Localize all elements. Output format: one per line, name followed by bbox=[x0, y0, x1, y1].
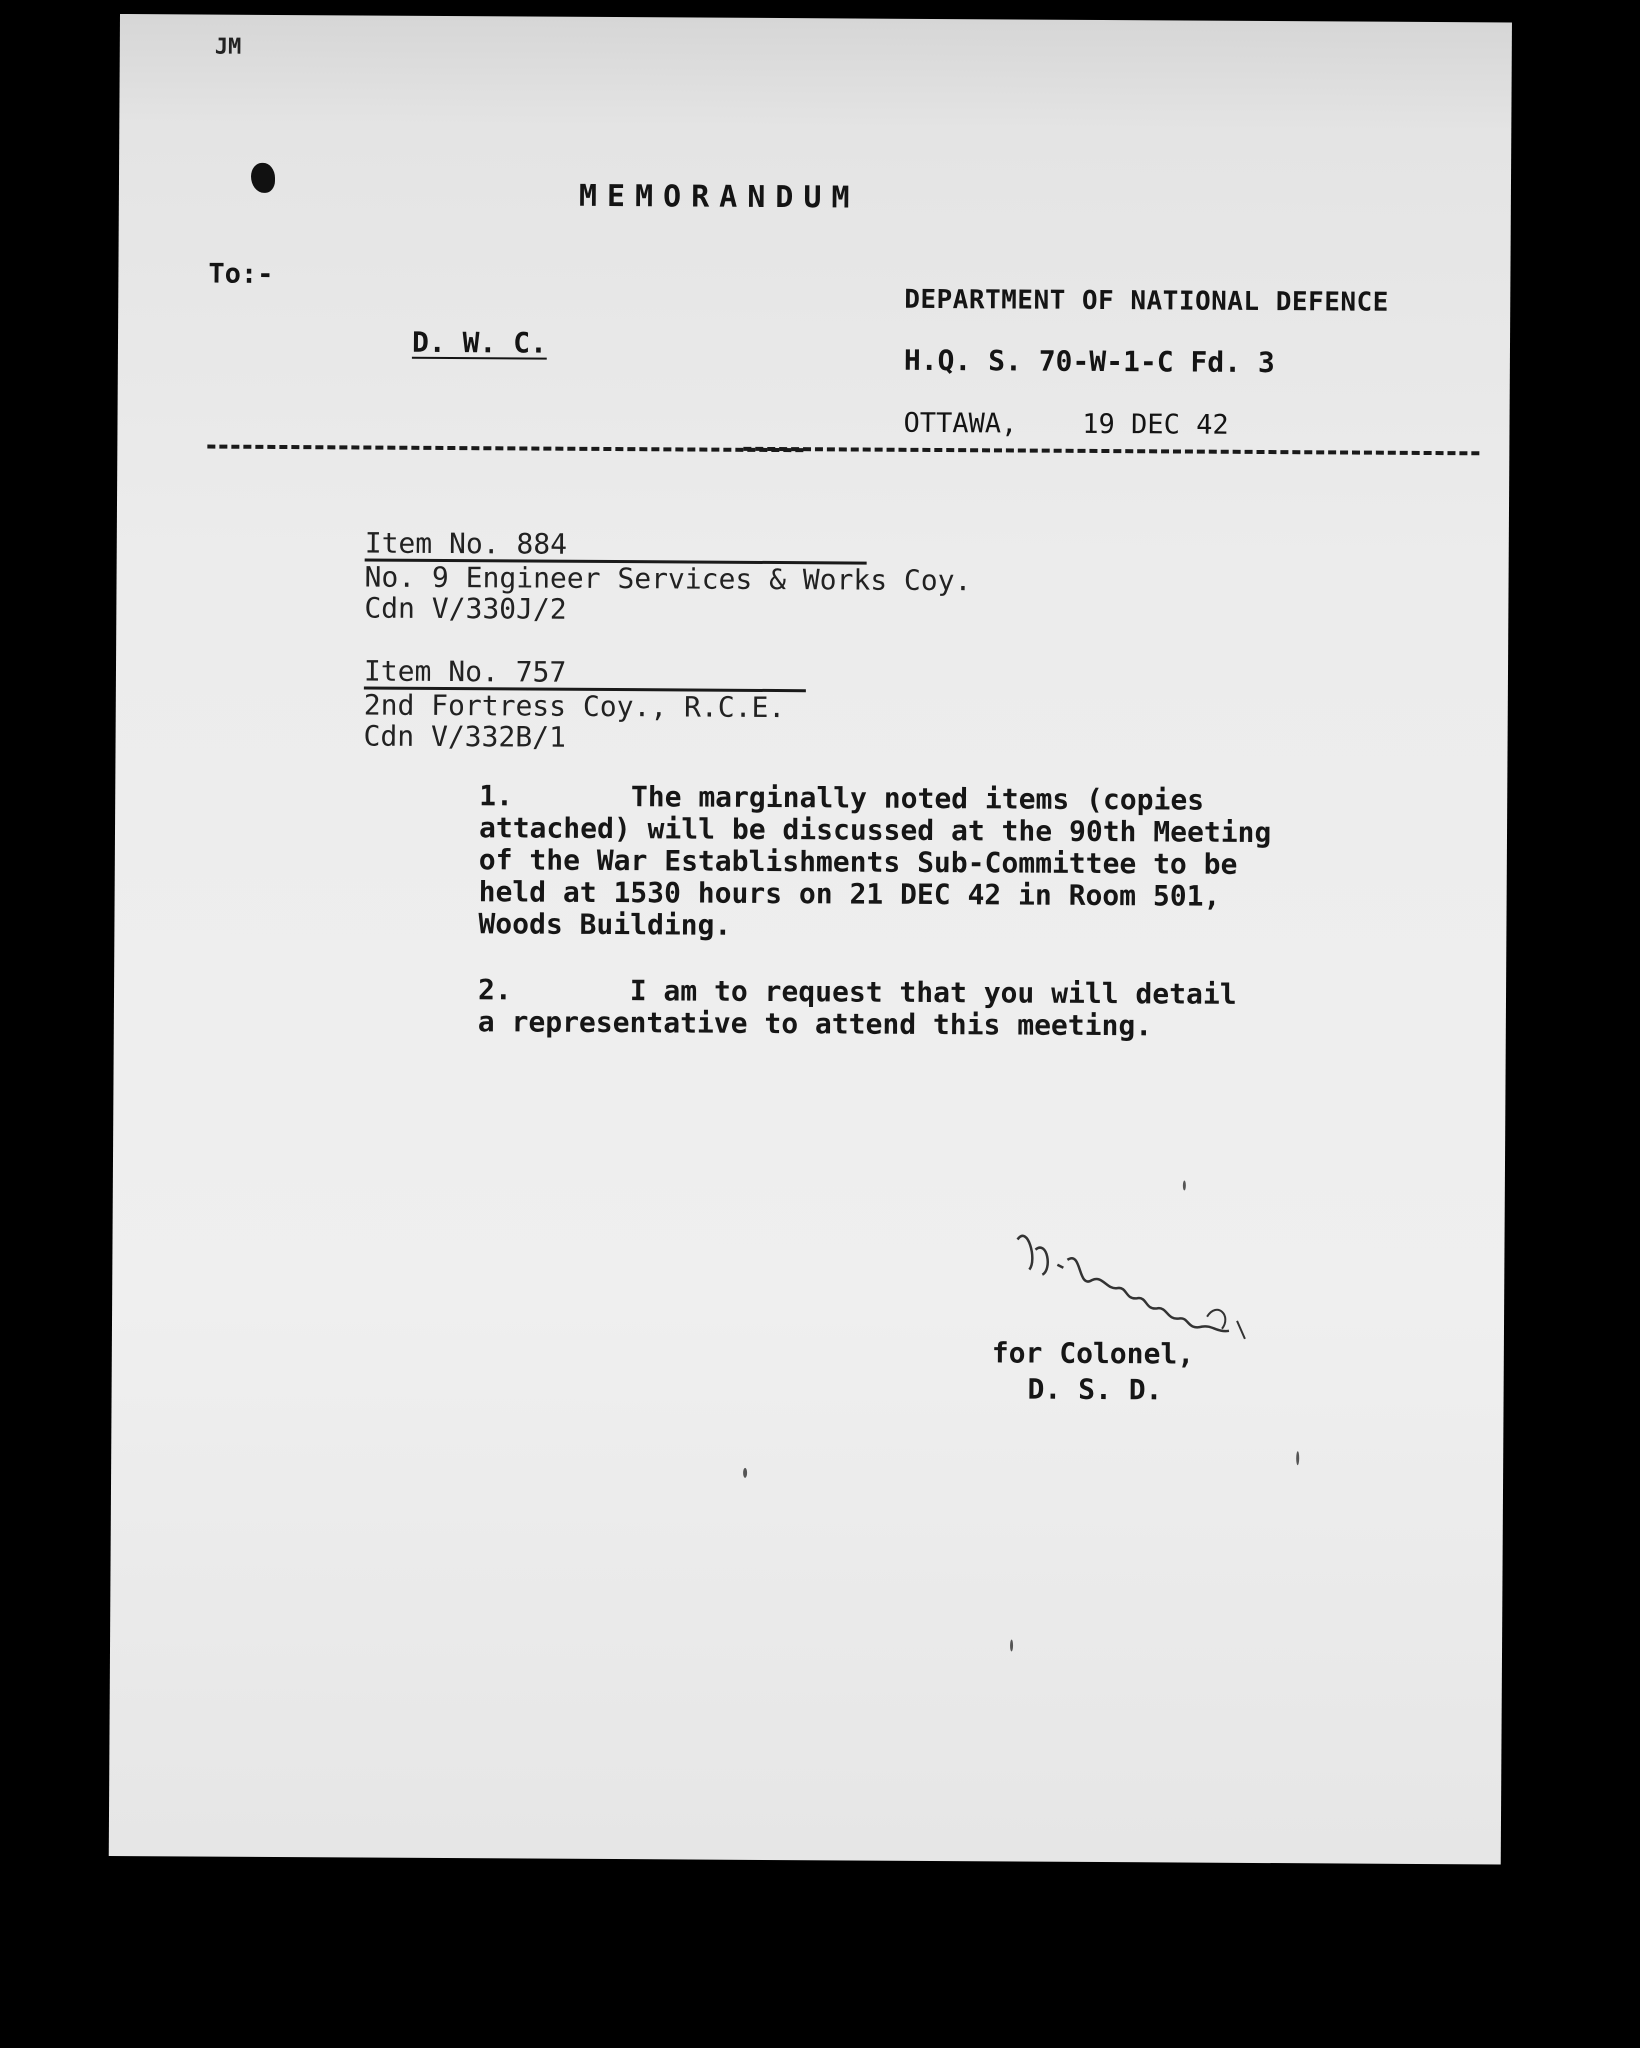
addressee: D. W. C. bbox=[411, 325, 547, 360]
signature-title-line: D. S. D. bbox=[1027, 1372, 1163, 1407]
paper-speck bbox=[743, 1468, 747, 1478]
paragraph-line: of the War Establishments Sub-Committee to be bbox=[478, 843, 1238, 881]
file-reference: H.Q. S. 70-W-1-C Fd. 3 bbox=[903, 343, 1275, 380]
paragraph-line: 2. I am to request that you will detail bbox=[477, 973, 1237, 1011]
paragraph-2 bbox=[478, 974, 1358, 1043]
paragraph-line: 1. The marginally noted items (copies bbox=[479, 779, 1205, 817]
divider-left bbox=[207, 445, 803, 453]
date: 19 DEC 42 bbox=[1082, 408, 1229, 441]
paragraph-line: Woods Building. bbox=[478, 907, 732, 942]
paragraph-line: attached) will be discussed at the 90th Meeting bbox=[478, 811, 1272, 850]
paragraph-1 bbox=[478, 780, 1359, 945]
item-line: Cdn V/330J/2 bbox=[364, 591, 567, 626]
paper-speck bbox=[1183, 1181, 1186, 1191]
item-heading: Item No. 884 bbox=[365, 528, 867, 565]
memo-title: MEMORANDUM bbox=[578, 178, 860, 216]
department-name: DEPARTMENT OF NATIONAL DEFENCE bbox=[904, 284, 1389, 318]
handwritten-signature bbox=[1007, 1219, 1268, 1351]
item-884 bbox=[364, 528, 971, 628]
ink-blot bbox=[251, 163, 275, 193]
paper-speck bbox=[1296, 1451, 1299, 1465]
item-heading: Item No. 757 bbox=[364, 656, 806, 693]
item-line: Cdn V/332B/1 bbox=[363, 719, 566, 754]
signature-for-line: for Colonel, bbox=[991, 1336, 1195, 1371]
to-label: To:- bbox=[208, 258, 274, 290]
place: OTTAWA, bbox=[903, 407, 1018, 440]
divider-right bbox=[743, 447, 1479, 455]
corner-mark: JM bbox=[214, 34, 242, 60]
paper-speck bbox=[1010, 1639, 1013, 1651]
item-line: 2nd Fortress Coy., R.C.E. bbox=[363, 688, 786, 725]
item-line: No. 9 Engineer Services & Works Coy. bbox=[364, 560, 972, 598]
signature-block bbox=[992, 1335, 1195, 1408]
item-757 bbox=[363, 656, 806, 755]
paragraph-line: held at 1530 hours on 21 DEC 42 in Room 501, bbox=[478, 875, 1221, 913]
place-date bbox=[903, 408, 1228, 441]
memo-page bbox=[109, 14, 1512, 1864]
paragraph-line: a representative to attend this meeting. bbox=[477, 1005, 1153, 1043]
